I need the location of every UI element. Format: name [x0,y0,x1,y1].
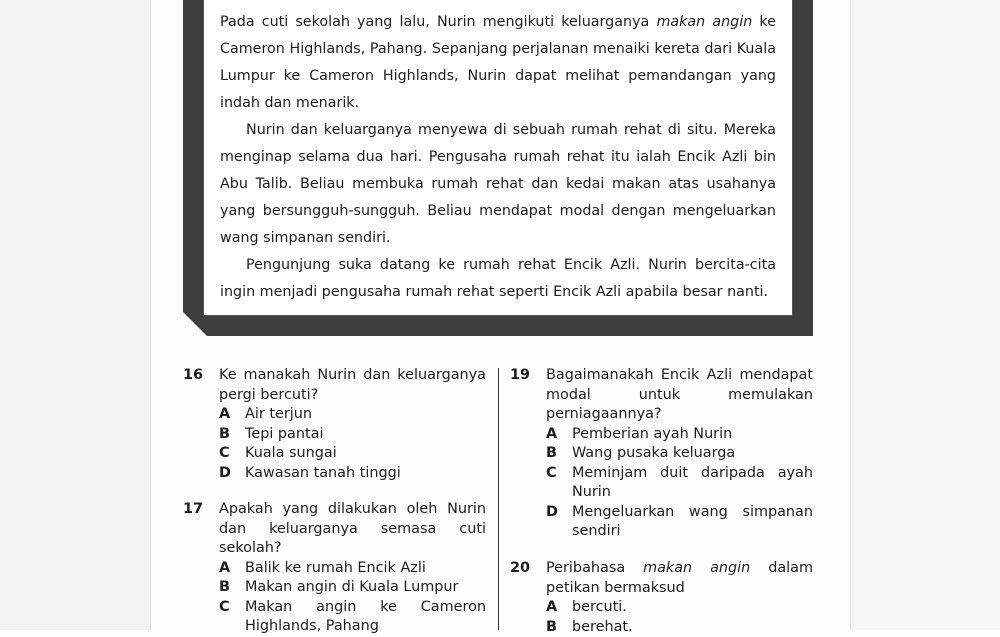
option-b[interactable]: B Makan angin di Kuala Lumpur [219,578,486,598]
option-b[interactable]: B Wang pusaka keluarga [546,444,813,464]
question-number: 20 [510,559,546,598]
question-text: Bagaimanakah Encik Azli mendapat modal untuk memulakan perniagaannya? [546,366,813,425]
option-a[interactable]: A bercuti. [546,598,813,618]
passage-paragraph-3: Pengunjung suka datang ke rumah rehat Encik Azli. Nurin bercita-cita ingin menjadi pengusaha rumah rehat seperti Encik Azli apabila besar nanti. [220,252,776,306]
question-19 [510,366,813,542]
question-17 [183,500,486,637]
question-text: Ke manakah Nurin dan keluarganya pergi bercuti? [219,366,486,405]
question-number: 16 [183,366,219,405]
option-c[interactable]: C Makan angin ke Cameron Highlands, Pahang [219,598,486,637]
question-text: Peribahasa makan angin dalam petikan bermaksud [546,559,813,598]
option-c[interactable]: C Meminjam duit daripada ayah Nurin [546,464,813,503]
passage-paragraph-1 [220,9,776,117]
idiom-text: makan angin [643,560,750,576]
option-d[interactable]: D Mengeluarkan wang simpanan sendiri [546,503,813,542]
option-a[interactable]: A Air terjun [219,405,486,425]
column-divider [498,368,499,630]
option-b[interactable]: B berehat. [546,618,813,637]
option-b[interactable]: B Tepi pantai [219,425,486,445]
question-number: 17 [183,500,219,559]
right-page-background [850,0,1000,630]
option-c[interactable]: C Kuala sungai [219,444,486,464]
question-20 [510,559,813,637]
left-page-background [0,0,151,630]
question-16 [183,366,486,483]
passage-p1-pre: Pada cuti sekolah yang lalu, Nurin mengikuti keluarganya [220,14,656,30]
passage-paragraph-2: Nurin dan keluarganya menyewa di sebuah rumah rehat di situ. Mereka menginap selama dua hari. Pengusaha rumah rehat itu ialah Encik Azli bin Abu Talib. Beliau membuka rumah rehat dan kedai makan atas usahanya yang bersungguh-sungguh. Beliau mendapat modal dengan mengeluarkan wang simpanan sendiri. [220,117,776,252]
option-d[interactable]: D Kawasan tanah tinggi [219,464,486,484]
option-a[interactable]: A Pemberian ayah Nurin [546,425,813,445]
reading-passage [203,0,793,316]
question-number: 19 [510,366,546,425]
passage-p1-post: ke Cameron Highlands, Pahang. Sepanjang perjalanan menaiki kereta dari Kuala Lumpur ke Cameron Highlands, Nurin dapat melihat pemandangan yang indah dan menarik. [220,14,776,111]
question-text: Apakah yang dilakukan oleh Nurin dan keluarganya semasa cuti sekolah? [219,500,486,559]
passage-p1-idiom: makan angin [656,14,752,30]
option-a[interactable]: A Balik ke rumah Encik Azli [219,559,486,579]
